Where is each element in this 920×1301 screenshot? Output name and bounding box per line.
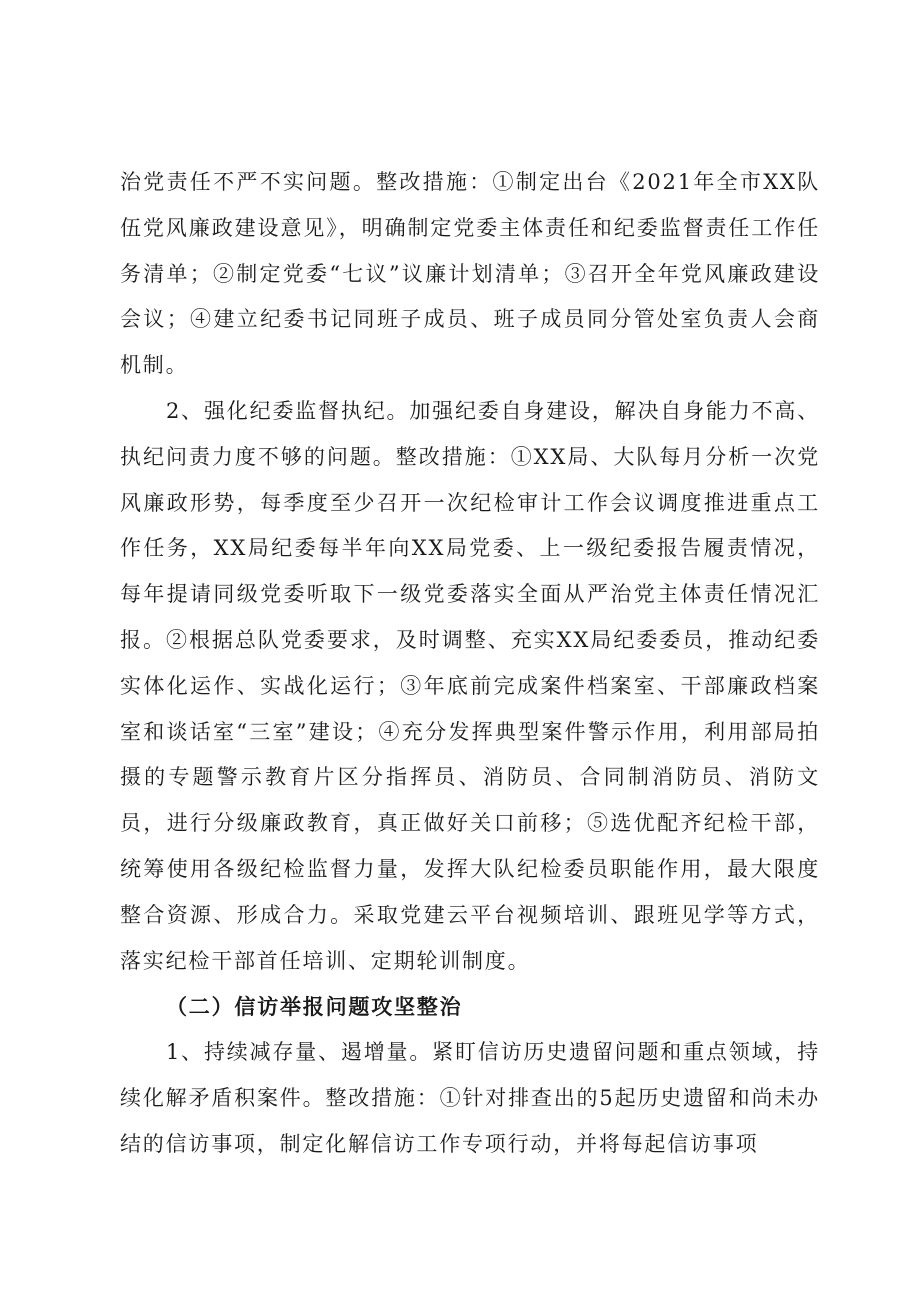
section-heading-petition: （二）信访举报问题攻坚整治 xyxy=(166,994,463,1020)
document-body xyxy=(120,160,820,1168)
paragraph-continuation: 治党责任不严不实问题。整改措施：①制定出台《2021年全市XX队伍党风廉政建设意见》，明确制定党委主体责任和纪委监督责任工作任务清单；②制定党委“七议”议廉计划清单；③召开全年党风廉政建设会议；④建立纪委书记同班子成员、班子成员同分管处室负责人会商机制。 xyxy=(120,170,820,378)
paragraph-strengthen-supervision: 2、强化纪委监督执纪。加强纪委自身建设，解决自身能力不高、执纪问责力度不够的问题。整改措施：①XX局、大队每月分析一次党风廉政形势，每季度至少召开一次纪检审计工作会议调度推进重点工作任务，XX局纪委每半年向XX局党委、上一级纪委报告履责情况，每年提请同级党委听取下一级党委落实全面从严治党主体责任情况汇报。②根据总队党委要求，及时调整、充实XX局纪委委员，推动纪委实体化运作、实战化运行；③年底前完成案件档案室、干部廉政档案室和谈话室“三室”建设；④充分发挥典型案件警示作用，利用部局拍摄的专题警示教育片区分指挥员、消防员、合同制消防员、消防文员，进行分级廉政教育，真正做好关口前移；⑤选优配齐纪检干部，统筹使用各级纪检监督力量，发挥大队纪检委员职能作用，最大限度整合资源、形成合力。采取党建云平台视频培训、跟班见学等方式，落实纪检干部首任培训、定期轮训制度。 xyxy=(120,398,820,973)
paragraph-reduce-stock: 1、持续减存量、遏增量。紧盯信访历史遗留问题和重点领域，持续化解矛盾积案件。整改措施：①针对排查出的5起历史遗留和尚未办结的信访事项，制定化解信访工作专项行动，并将每起信访事项 xyxy=(120,1040,820,1156)
